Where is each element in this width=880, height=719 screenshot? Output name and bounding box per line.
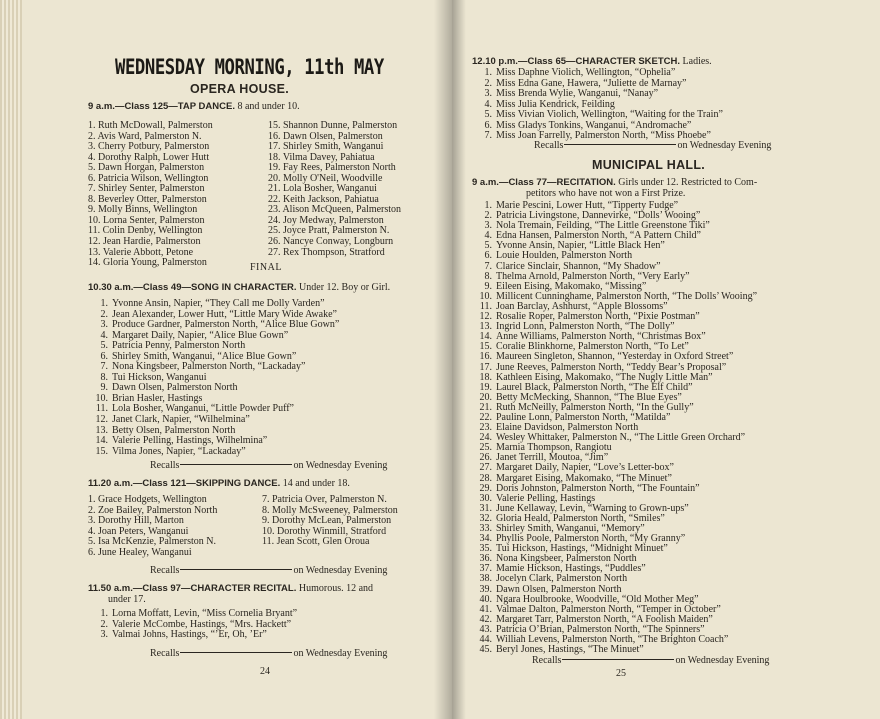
class-title: —Class 49—SONG IN CHARACTER. [133,282,297,293]
class-title: —Class 121—SKIPPING DANCE. [132,478,281,489]
item-text: Patricia Livingstone, Dannevirke, “Dolls’ Wooing” [496,210,701,222]
item-number: 19. [479,381,492,393]
item-number: 6. [484,250,492,262]
recitation-list [472,201,757,655]
item-number: 27. [479,462,492,474]
item-number: 35. [479,543,492,555]
item-text: Patricia Penny, Palmerston North [112,340,246,352]
page-title: WEDNESDAY MORNING, 11th MAY [115,55,384,79]
item-number: 3. [100,319,108,331]
recalls-label: Recalls [150,648,180,659]
item-number: 45. [479,644,492,656]
gutter-shadow [434,0,452,719]
item-number: 2. [100,618,108,630]
item-text: Eileen Eising, Makomako, “Missing” [496,280,647,292]
item-text: Tui Hickson, Hastings, “Midnight Minuet” [496,543,668,555]
item-number: 24. [479,432,492,444]
item-text: Nola Tremain, Feilding, “The Little Greenstone Tiki” [496,220,710,232]
list-item: 4. Dorothy Ralph, Lower Hutt [88,151,210,163]
item-number: 37. [479,563,492,575]
list-item: 8. Beverley Otter, Palmerston [88,193,207,205]
class-title: —Class 77—RECITATION. [498,177,616,188]
item-number: 15. [95,445,108,457]
item-text: Dawn Olsen, Palmerston North [496,583,622,595]
list-item: 17. Shirley Smith, Wanganui [268,141,384,153]
list-item: 4. Joan Peters, Wanganui [88,525,189,537]
class-heading-character-recital [88,583,373,605]
list-item: 2. Avis Ward, Palmerston N. [88,130,202,142]
recalls-line [150,648,387,659]
item-number: 13. [479,321,492,333]
item-number: 42. [479,613,492,625]
item-text: Miss Brenda Wylie, Wanganui, “Nanay” [496,88,659,100]
list-item: 14. Gloria Young, Palmerston [88,257,207,269]
item-number: 4. [484,230,492,242]
item-number: 23. [479,422,492,434]
song-list [88,299,339,457]
class-desc-cont: petitors who have not won a First Prize. [526,188,686,199]
list-item: 9. Molly Binns, Wellington [88,204,198,216]
item-text: Valmai Johns, Hastings, “’Er, Oh, ’Er” [112,629,267,641]
item-number: 43. [479,623,492,635]
item-number: 10. [479,290,492,302]
list-item: 26. Nancye Conway, Longburn [268,236,394,248]
class-desc: 14 and under 18. [282,478,350,489]
class-heading-tap-dance [88,101,300,112]
recalls-blank [562,659,674,660]
item-number: 9. [100,382,108,394]
class-desc: 8 and under 10. [237,101,300,112]
item-text: June Reeves, Palmerston North, “Teddy Bear’s Proposal” [496,361,727,373]
sketch-list [472,68,723,142]
item-number: 38. [479,573,492,585]
item-text: Dawn Olsen, Palmerston North [112,382,238,394]
list-item: 24. Joy Medway, Palmerston [268,214,384,226]
class-time: 12.10 p.m. [472,56,518,67]
list-item: 3. Dorothy Hill, Marton [88,515,184,527]
item-text: Miss Julia Kendrick, Feilding [496,98,615,110]
item-number: 4. [100,329,108,341]
item-number: 21. [479,401,492,413]
item-number: 25. [479,442,492,454]
item-number: 15. [479,341,492,353]
item-text: Valerie McCombe, Hastings, “Mrs. Hackett” [112,618,292,630]
item-text: Jean Alexander, Lower Hutt, “Little Mary Wide Awake” [112,308,337,320]
item-text: Valerie Pelling, Hastings [496,492,596,504]
item-number: 8. [484,270,492,282]
item-number: 9. [484,280,492,292]
item-text: Yvonne Ansin, Napier, “They Call me Dolly Varden” [112,298,325,309]
item-number: 3. [484,88,492,100]
venue-heading: OPERA HOUSE. [190,82,289,96]
list-item: 1. Ruth McDowall, Palmerston [88,120,213,131]
item-number: 26. [479,452,492,464]
recalls-when: on Wednesday Evening [677,140,772,151]
class-heading-song-in-character [88,282,390,293]
item-text: Miss Edna Gane, Hawera, “Juliette de Marnay” [496,77,687,89]
class-title: —Class 65—CHARACTER SKETCH. [517,56,681,67]
list-item: 8. Molly McSweeney, Palmerston [262,504,398,516]
list-item: 5. Dawn Horgan, Palmerston [88,162,205,174]
item-number: 14. [95,435,108,447]
item-number: 8. [100,371,108,383]
class-heading-skipping-dance [88,478,350,489]
list-item [472,645,757,655]
page-number: 24 [260,666,270,677]
item-number: 12. [95,414,108,426]
item-text: Millicent Cunninghame, Palmerston North, “The Dolls’ Wooing” [496,290,758,302]
item-text: Margaret Tarr, Palmerston North, “A Foolish Maiden” [496,613,713,625]
item-text: Ingrid Lonn, Palmerston North, “The Dolly” [496,321,675,333]
item-text: Brian Hasler, Hastings [112,392,203,404]
item-number: 5. [484,240,492,252]
class-desc: Ladies. [682,56,712,67]
item-text: Shirley Smith, Wanganui, “Memory” [496,523,645,534]
recalls-when: on Wednesday Evening [293,648,388,659]
list-item: 18. Vilma Davey, Pahiatua [268,151,375,163]
item-text: Thelma Arnold, Palmerston North, “Very Early” [496,270,690,282]
item-text: Produce Gardner, Palmerston North, “Alice Blue Gown” [112,319,340,331]
item-number: 2. [484,77,492,89]
item-text: Anne Williams, Palmerston North, “Christmas Box” [496,331,706,343]
item-number: 7. [484,260,492,272]
list-item: 9. Dorothy McLean, Palmerston [262,515,392,527]
class-heading-character-sketch [472,56,712,67]
list-item: 3. Cherry Potbury, Palmerston [88,141,210,153]
item-text: Beryl Jones, Hastings, “The Minuet” [496,644,644,656]
item-text: Miss Joan Farrelly, Palmerston North, “Miss Phoebe” [496,130,711,142]
recalls-line [150,565,387,576]
venue-heading: MUNICIPAL HALL. [592,158,706,172]
item-number: 13. [95,424,108,436]
item-text: Edna Hansen, Palmerston North, “A Pattern Child” [496,230,701,242]
list-item: 15. Shannon Dunne, Palmerston [268,120,398,131]
list-item: 11. Jean Scott, Glen Oroua [262,536,370,548]
recalls-blank [564,144,676,145]
item-number: 12. [479,311,492,323]
item-text: Nona Kingsbeer, Palmerston North, “Lackaday” [112,361,306,373]
item-text: Yvonne Ansin, Napier, “Little Black Hen” [496,240,665,252]
item-number: 34. [479,533,492,545]
item-number: 32. [479,512,492,524]
item-text: June Kellaway, Levin, “Warning to Grown-ups” [496,502,689,514]
class-title: —Class 125—TAP DANCE. [114,101,235,112]
item-text: Louie Houlden, Palmerston North [496,250,633,262]
page-edges [0,0,22,719]
tap-dance-list-col1 [88,121,213,269]
item-text: Janet Terrill, Moutoa, “Jim” [496,452,609,464]
item-number: 5. [484,109,492,121]
class-time: 9 a.m. [472,177,499,188]
item-number: 39. [479,583,492,595]
item-text: Coralie Blinkhorne, Palmerston North, “To Let” [496,341,689,353]
recalls-label: Recalls [150,460,180,471]
list-item: 20. Molly O'Neil, Woodville [268,172,383,184]
item-number: 40. [479,593,492,605]
item-text: Kathleen Eising, Makomako, “The Nugly Little Man” [496,371,713,383]
item-text: Ngara Houlbrooke, Woodville, “Old Mother Meg” [496,593,699,605]
list-item: 21. Lola Bosher, Wanganui [268,183,377,195]
item-text: Wesley Whittaker, Palmerston N., “The Little Green Orchard” [496,432,746,444]
class-title: —Class 97—CHARACTER RECITAL. [132,583,297,594]
class-time: 11.20 a.m. [88,478,133,489]
item-number: 5. [100,340,108,352]
gutter-shadow [452,0,466,719]
item-text: Jocelyn Clark, Palmerston North [496,573,628,585]
item-number: 6. [100,350,108,362]
item-number: 18. [479,371,492,383]
recalls-label: Recalls [532,655,562,666]
skipping-list-col2 [262,495,398,548]
list-item: 1. Grace Hodgets, Wellington [88,494,207,505]
recalls-blank [180,569,292,570]
list-item: 6. June Healey, Wanganui [88,546,192,558]
recalls-when: on Wednesday Evening [293,565,388,576]
item-text: Clarice Sinclair, Shannon, “My Shadow” [496,260,661,272]
item-number: 2. [484,210,492,222]
item-text: Laurel Black, Palmerston North, “The Elf Child” [496,381,693,393]
item-text: Margaret Daily, Napier, “Alice Blue Gown” [112,329,289,341]
item-number: 1. [100,298,108,309]
item-text: Shirley Smith, Wanganui, “Alice Blue Gown” [112,350,297,362]
item-text: Nona Kingsbeer, Palmerston North [496,553,637,565]
item-text: Phyllis Poole, Palmerston North, “My Granny” [496,533,686,545]
list-item [88,630,297,641]
item-text: Vilma Jones, Napier, “Lackaday” [112,445,246,457]
item-text: Ruth McNeilly, Palmerston North, “In the Gully” [496,401,694,413]
page-number: 25 [616,668,626,679]
class-time: 10.30 a.m. [88,282,134,293]
final-label: FINAL [250,262,282,273]
recalls-label: Recalls [150,565,180,576]
item-number: 6. [484,119,492,131]
skipping-list-col1 [88,495,217,558]
item-number: 41. [479,603,492,615]
item-number: 28. [479,472,492,484]
item-text: Rosalie Roper, Palmerston North, “Pixie Postman” [496,311,700,323]
class-desc: Under 12. Boy or Girl. [299,282,391,293]
item-text: Maureen Singleton, Shannon, “Yesterday in Oxford Street” [496,351,734,363]
item-number: 16. [479,351,492,363]
item-number: 36. [479,553,492,565]
class-desc-cont: under 17. [108,594,146,605]
item-number: 1. [484,200,492,211]
list-item: 16. Dawn Olsen, Palmerston [268,130,383,142]
item-text: Lola Bosher, Wanganui, “Little Powder Puff” [112,403,294,415]
item-text: Valmae Dalton, Palmerston North, “Temper in October” [496,603,721,615]
item-number: 3. [484,220,492,232]
item-number: 29. [479,482,492,494]
list-item: 10. Dorothy Winmill, Stratford [262,525,387,537]
list-item: 13. Valerie Abbott, Petone [88,246,194,258]
item-number: 14. [479,331,492,343]
item-text: Valerie Pelling, Hastings, Wilhelmina” [112,435,268,447]
list-item: 6. Patricia Wilson, Wellington [88,172,209,184]
recalls-label: Recalls [534,140,564,151]
list-item: 19. Fay Rees, Palmerston North [268,162,396,174]
item-number: 11. [479,300,492,312]
item-text: Margaret Eising, Makomako, “The Minuet” [496,472,672,484]
list-item [88,447,339,458]
item-number: 17. [479,361,492,373]
class-time: 9 a.m. [88,101,115,112]
item-number: 44. [479,634,492,646]
item-number: 10. [95,392,108,404]
item-number: 30. [479,492,492,504]
class-time: 11.50 a.m. [88,583,133,594]
item-number: 2. [100,308,108,320]
item-text: Margaret Daily, Napier, “Love’s Letter-box” [496,462,674,474]
item-text: Lorna Moffatt, Levin, “Miss Cornelia Bryant” [112,608,298,619]
list-item: 10. Lorna Senter, Palmerston [88,214,205,226]
item-text: Patricia O’Brian, Palmerston North, “The Spinners” [496,623,705,635]
list-item: 2. Zoe Bailey, Palmerston North [88,504,218,516]
item-number: 11. [95,403,108,415]
tap-dance-list-col2 [268,121,401,258]
item-text: Doris Johnston, Palmerston North, “The Fountain” [496,482,700,494]
item-text: Gloria Heald, Palmerston North, “Smiles” [496,512,665,524]
item-number: 7. [484,130,492,142]
class-desc: Girls under 12. Restricted to Com- [618,177,758,188]
item-text: Miss Daphne Violich, Wellington, “Ophelia” [496,67,676,78]
class-desc: Humorous. 12 and [298,583,374,594]
list-item: 12. Jean Hardie, Palmerston [88,236,201,248]
recalls-line [150,460,387,471]
recital-list [88,609,297,641]
page-right [452,0,880,719]
item-number: 33. [479,523,492,534]
item-text: Janet Clark, Napier, “Wilhelmina” [112,414,250,426]
item-number: 22. [479,411,492,423]
item-number: 1. [484,67,492,78]
item-text: Miss Vivian Violich, Wellington, “Waiting for the Train” [496,109,723,121]
list-item: 11. Colin Denby, Wellington [88,225,203,237]
item-text: Betty McMecking, Shannon, “The Blue Eyes” [496,391,682,403]
class-heading-recitation [472,177,757,199]
item-text: Tui Hickson, Wanganui [112,371,207,383]
list-item: 23. Alison McQueen, Palmerston [268,204,402,216]
recalls-when: on Wednesday Evening [675,655,770,666]
recalls-when: on Wednesday Evening [293,460,388,471]
item-text: Joan Barclay, Ashhurst, “Apple Blossoms” [496,300,668,312]
item-number: 1. [100,608,108,619]
recalls-blank [180,464,292,465]
item-number: 4. [484,98,492,110]
item-text: Pauline Lonn, Palmerston North, “Matilda” [496,411,671,423]
list-item: 7. Shirley Senter, Palmerston [88,183,205,195]
item-number: 31. [479,502,492,514]
item-text: Marnia Thompson, Rangiotu [496,442,612,454]
list-item: 25. Joyce Pratt, Palmerston N. [268,225,390,237]
item-text: Marie Pescini, Lower Hutt, “Tipperty Fudge” [496,200,679,211]
recalls-line [534,140,771,151]
list-item: 7. Patricia Over, Palmerston N. [262,494,387,505]
item-number: 20. [479,391,492,403]
item-text: Williah Levens, Palmerston North, “The Brighton Coach” [496,634,729,646]
recalls-blank [180,652,292,653]
list-item: 22. Keith Jackson, Pahiatua [268,193,379,205]
item-text: Elaine Davidson, Palmerston North [496,422,639,434]
item-text: Mamie Hickson, Hastings, “Puddles” [496,563,646,575]
list-item: 27. Rex Thompson, Stratford [268,246,385,258]
item-number: 7. [100,361,108,373]
item-text: Miss Gladys Tonkins, Wanganui, “Andromache” [496,119,692,131]
list-item: 5. Isa McKenzie, Palmerston N. [88,536,217,548]
item-text: Betty Olsen, Palmerston North [112,424,236,436]
recalls-line [532,655,769,666]
item-number: 3. [100,629,108,641]
